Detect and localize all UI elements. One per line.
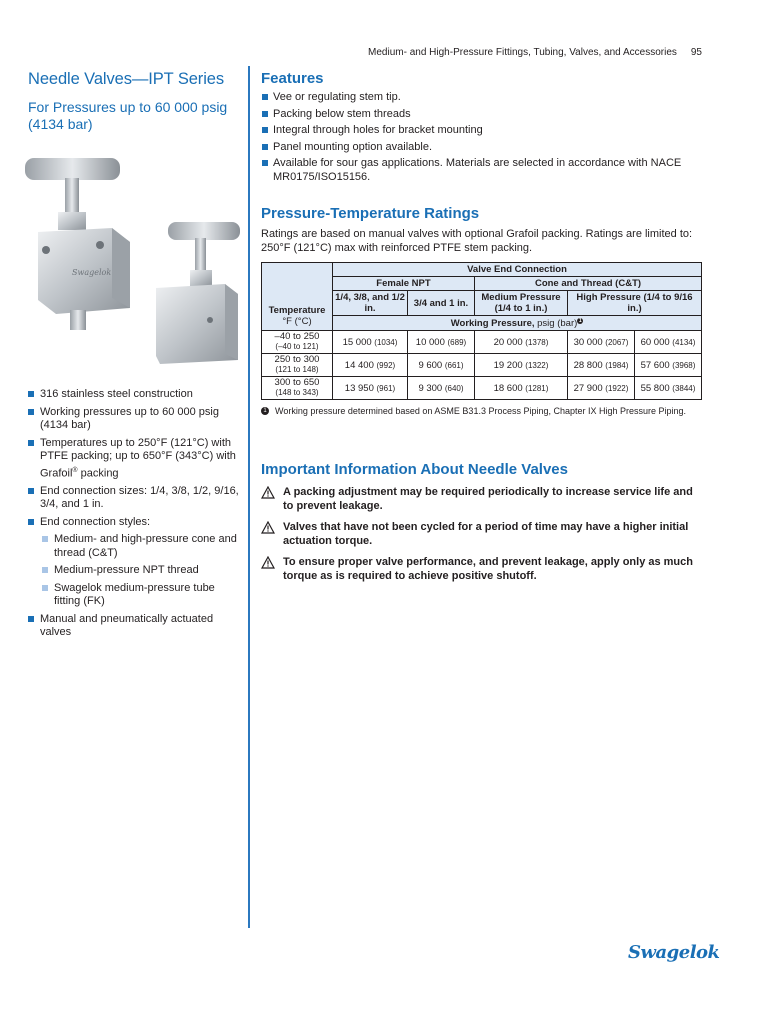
- temperature-header: Temperature °F (°C): [262, 263, 333, 331]
- warning-item: To ensure proper valve performance, and prevent leakage, apply only as much torque as is required to achieve positive shutoff.: [261, 556, 703, 583]
- cone-thread-header: Cone and Thread (C&T): [475, 277, 702, 291]
- bullet-square-icon: [28, 440, 34, 446]
- features-list: [261, 91, 703, 184]
- swagelok-logo: Swagelok: [628, 942, 720, 963]
- feature-item: Panel mounting option available.: [261, 141, 703, 155]
- bullet-item: Temperatures up to 250°F (121°C) with PTFE packing; up to 650°F (343°C) with Grafoil® packing: [28, 437, 240, 481]
- working-pressure-header: Working Pressure, psig (bar) 1: [333, 316, 702, 331]
- bullet-square-icon: [28, 488, 34, 494]
- sub-bullet-item: Medium- and high-pressure cone and thread (C&T): [28, 533, 240, 560]
- warning-item: A packing adjustment may be required periodically to increase service life and to prevent leakage.: [261, 486, 703, 513]
- note-marker-icon: 1: [578, 318, 582, 324]
- bullet-square-icon: [28, 519, 34, 525]
- sizes-header: 3/4 and 1 in.: [408, 291, 475, 316]
- bullet-square-icon: [262, 160, 268, 166]
- important-heading: Important Information About Needle Valves: [261, 461, 568, 478]
- photo-marking: Swagelok: [72, 268, 112, 277]
- sub-bullet-item: Swagelok medium-pressure tube fitting (FK): [28, 582, 240, 609]
- product-title: Needle Valves—IPT Series: [28, 70, 224, 88]
- ratings-table: [261, 262, 702, 400]
- important-info-section: [261, 461, 703, 583]
- bullet-square-icon: [262, 111, 268, 117]
- note-marker-icon: 1: [261, 407, 269, 415]
- bullet-item: End connection styles:: [28, 516, 240, 530]
- features-section: [261, 70, 703, 187]
- table-row: –40 to 250 (–40 to 121) 15 000 (1034) 10 000 (689) 20 000 (1378) 30 000 (2067) 60 000 (4134): [262, 331, 702, 354]
- sub-bullet-square-icon: [42, 567, 48, 573]
- feature-item: Available for sour gas applications. Materials are selected in accordance with NACE MR0175/ISO15156.: [261, 157, 703, 184]
- bullet-item: Working pressures up to 60 000 psig (4134 bar): [28, 406, 240, 433]
- ratings-intro: Ratings are based on manual valves with optional Grafoil packing. Ratings are limited to: 250°F (121°C) max with reinforced PTFE stem packing.: [261, 228, 693, 254]
- table-row: 300 to 650 (148 to 343) 13 950 (961) 9 300 (640) 18 600 (1281) 27 900 (1922) 55 800 (3844): [262, 377, 702, 400]
- pressure-temperature-section: [261, 205, 703, 416]
- warning-item: Valves that have not been cycled for a period of time may have a higher initial actuation torque.: [261, 521, 703, 548]
- bullet-square-icon: [262, 127, 268, 133]
- bullet-item: 316 stainless steel construction: [28, 388, 240, 402]
- medium-pressure-header: Medium Pressure (1/4 to 1 in.): [475, 291, 568, 316]
- page-number: 95: [690, 47, 702, 58]
- female-npt-header: Female NPT: [333, 277, 475, 291]
- feature-item: Integral through holes for bracket mounting: [261, 124, 703, 138]
- bullet-square-icon: [262, 144, 268, 150]
- bullet-square-icon: [28, 409, 34, 415]
- feature-item: Packing below stem threads: [261, 108, 703, 122]
- feature-item: Vee or regulating stem tip.: [261, 91, 703, 105]
- features-heading: Features: [261, 70, 324, 87]
- left-column: [28, 70, 240, 133]
- bullet-square-icon: [28, 616, 34, 622]
- warning-triangle-icon: [261, 556, 275, 569]
- sub-bullet-square-icon: [42, 585, 48, 591]
- product-bullets: [28, 388, 240, 644]
- warning-triangle-icon: [261, 486, 275, 499]
- header-title: Medium- and High-Pressure Fittings, Tubing, Valves, and Accessories: [368, 47, 677, 58]
- needle-valve-photo: [20, 150, 245, 368]
- bullet-square-icon: [28, 391, 34, 397]
- column-divider: [248, 66, 250, 928]
- table-row: 250 to 300 (121 to 148) 14 400 (992) 9 600 (661) 19 200 (1322) 28 800 (1984) 57 600 (3968): [262, 354, 702, 377]
- bullet-item: Manual and pneumatically actuated valves: [28, 613, 240, 640]
- ratings-heading: Pressure-Temperature Ratings: [261, 205, 480, 222]
- page-header: [368, 47, 702, 58]
- product-subtitle: For Pressures up to 60 000 psig (4134 bar): [28, 99, 228, 132]
- bullet-square-icon: [262, 94, 268, 100]
- high-pressure-header: High Pressure (1/4 to 9/16 in.): [568, 291, 702, 316]
- sub-bullet-square-icon: [42, 536, 48, 542]
- warning-triangle-icon: [261, 521, 275, 534]
- bullet-item: End connection sizes: 1/4, 3/8, 1/2, 9/16, 3/4, and 1 in.: [28, 485, 240, 512]
- sizes-header: 1/4, 3/8, and 1/2 in.: [333, 291, 408, 316]
- table-footnote: 1 Working pressure determined based on ASME B31.3 Process Piping, Chapter IX High Pressure Piping.: [261, 406, 703, 416]
- sub-bullet-item: Medium-pressure NPT thread: [28, 564, 240, 578]
- valve-end-header: Valve End Connection: [333, 263, 702, 277]
